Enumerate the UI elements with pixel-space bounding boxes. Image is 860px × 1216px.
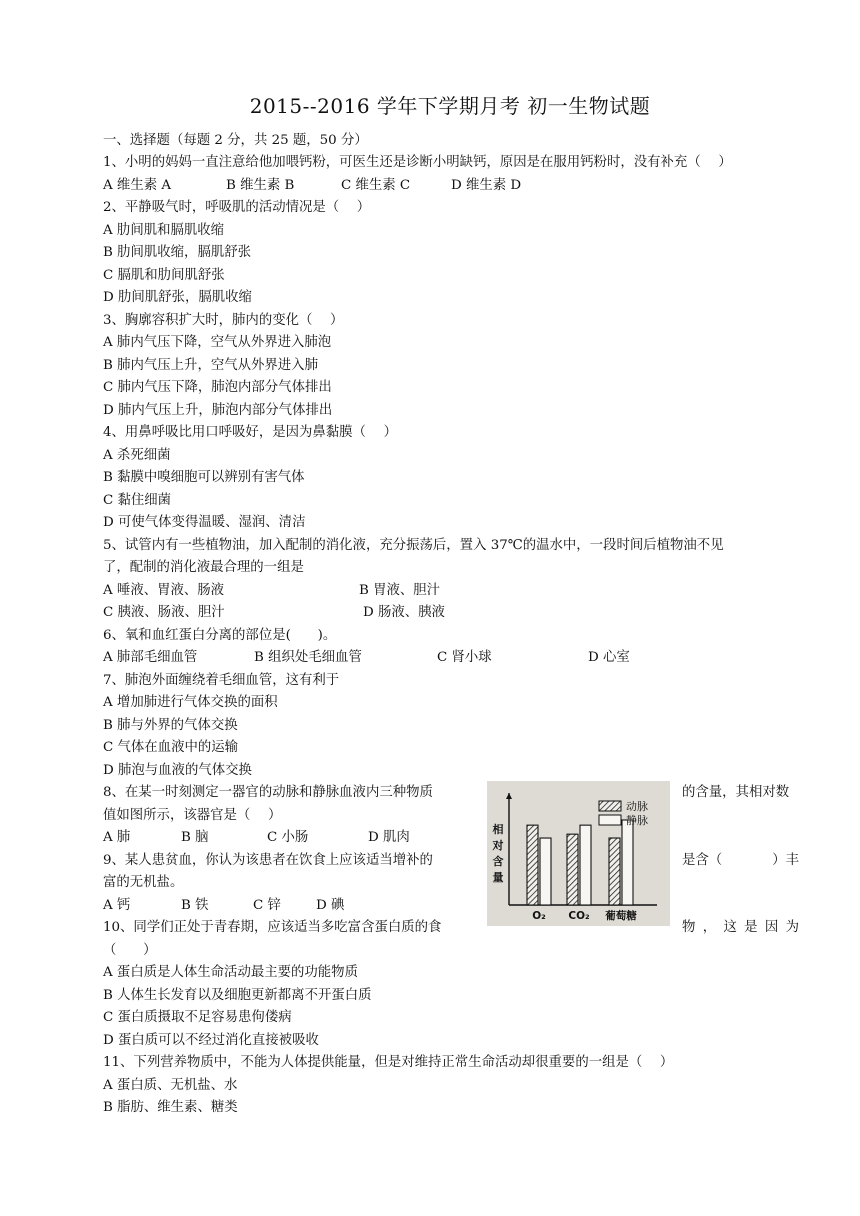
page-title: 2015--2016 学年下学期月考 初一生物试题	[249, 94, 651, 118]
option-c: C 锌	[253, 898, 281, 913]
question-2-option-d: D 肋间肌舒张，膈肌收缩	[103, 290, 252, 305]
legend-label: 静脉	[626, 814, 648, 827]
question-1-options	[103, 177, 521, 195]
option-d: D 心室	[588, 650, 630, 665]
section-heading: 一、选择题（每题 2 分，共 25 题，50 分）	[103, 133, 368, 148]
y-axis-label: 含	[492, 855, 504, 868]
bar-静脉-0	[540, 838, 551, 905]
question-3-stem: 3、胸廓容积扩大时，肺内的变化（ ）	[103, 313, 344, 328]
question-10-stem-line-2: （ ）	[103, 943, 157, 958]
option-a: A 唾液、胃液、肠液	[103, 583, 225, 598]
question-10-stem-line-1a: 10、同学们正处于青春期，应该适当多吃富含蛋白质的食	[103, 920, 442, 935]
question-5-stem-line-1: 5、试管内有一些植物油，加入配制的消化液，充分振荡后，置入 37℃的温水中，一段时间后植物油不见	[103, 538, 724, 553]
question-6-options	[103, 649, 630, 667]
x-tick-label: 葡萄糖	[605, 910, 637, 922]
question-2-option-b: B 肋间肌收缩，膈肌舒张	[103, 245, 252, 260]
question-6-stem: 6、氧和血红蛋白分离的部位是( )。	[103, 628, 337, 643]
bar-静脉-2	[622, 820, 633, 905]
stem-fragment: ）丰	[772, 853, 799, 868]
option-d: D 肌肉	[368, 830, 410, 845]
question-11-stem: 11、下列营养物质中，不能为人体提供能量，但是对维持正常生命活动却很重要的一组是（ ）	[103, 1055, 674, 1070]
option-b: B 组织处毛细血管	[254, 650, 362, 665]
question-4-option-d: D 可使气体变得温暖、湿润、清洁	[103, 515, 306, 530]
question-11-option-a: A 蛋白质、无机盐、水	[103, 1078, 238, 1093]
question-3-option-a: A 肺内气压下降，空气从外界进入肺泡	[103, 335, 332, 350]
x-tick-label: O₂	[532, 910, 546, 922]
question-9-options	[103, 897, 344, 915]
question-3-option-c: C 肺内气压下降，肺泡内部分气体排出	[103, 380, 332, 395]
x-tick-label: CO₂	[568, 910, 590, 922]
question-9-stem-line-1b	[682, 852, 799, 870]
question-2-option-a: A 肋间肌和膈肌收缩	[103, 223, 225, 238]
bar-动脉-1	[567, 834, 578, 905]
y-axis-label: 对	[492, 839, 504, 852]
legend-swatch-动脉	[599, 801, 621, 811]
option-c: C 肾小球	[437, 650, 492, 665]
legend-label: 动脉	[626, 800, 648, 813]
question-4-option-b: B 黏膜中嗅细胞可以辨别有害气体	[103, 470, 305, 485]
option-b: B 维生素 B	[226, 178, 295, 193]
question-7-option-b: B 肺与外界的气体交换	[103, 718, 238, 733]
stem-fragment: 物	[682, 920, 696, 935]
legend-swatch-静脉	[599, 815, 621, 825]
stem-fragment: 是含（	[682, 853, 723, 868]
stem-fragment: 为	[785, 920, 799, 935]
option-a: A 钙	[103, 898, 131, 913]
question-4-option-c: C 黏住细菌	[103, 493, 172, 508]
question-3-option-d: D 肺内气压上升，肺泡内部分气体排出	[103, 403, 333, 418]
question-5-stem-line-2: 了，配制的消化液最合理的一组是	[103, 560, 304, 575]
question-8-options	[103, 829, 410, 847]
question-4-option-a: A 杀死细菌	[103, 448, 171, 463]
question-2-option-c: C 膈肌和肋间肌舒张	[103, 268, 225, 283]
option-c: C 胰液、肠液、胆汁	[103, 605, 225, 620]
question-10-stem-line-1b	[682, 919, 799, 937]
stem-fragment: 是	[744, 920, 758, 935]
option-a: A 维生素 A	[103, 178, 172, 193]
bar-动脉-2	[609, 838, 620, 905]
option-d: D 肠液、胰液	[363, 605, 445, 620]
question-10-option-c: C 蛋白质摄取不足容易患佝偻病	[103, 1010, 292, 1025]
question-9-stem-line-1a: 9、某人患贫血，你认为该患者在饮食上应该适当增补的	[103, 853, 433, 868]
question-10-option-a: A 蛋白质是人体生命活动最主要的功能物质	[103, 965, 358, 980]
stem-fragment: 因	[764, 920, 779, 935]
question-4-stem: 4、用鼻呼吸比用口呼吸好，是因为鼻黏膜（ ）	[103, 425, 397, 440]
question-1-stem: 1、小明的妈妈一直注意给他加喂钙粉，可医生还是诊断小明缺钙，原因是在服用钙粉时，没有补充（ ）	[103, 155, 732, 170]
question-7-stem: 7、肺泡外面缠绕着毛细血管，这有利于	[103, 673, 340, 688]
option-d: D 维生素 D	[451, 178, 522, 193]
option-b: B 胃液、胆汁	[359, 583, 441, 598]
option-a: A 肺部毛细血管	[103, 650, 198, 665]
bar-动脉-0	[527, 825, 538, 905]
bar-chart-figure	[487, 781, 670, 926]
question-10-option-d: D 蛋白质可以不经过消化直接被吸收	[103, 1033, 319, 1048]
question-8-stem-line-2: 值如图所示，该器官是（ ）	[103, 808, 282, 823]
question-7-option-a: A 增加肺进行气体交换的面积	[103, 695, 278, 710]
question-3-option-b: B 肺内气压上升，空气从外界进入肺	[103, 358, 318, 373]
option-c: C 维生素 C	[341, 178, 411, 193]
y-axis-label: 相	[492, 823, 504, 836]
question-10-option-b: B 人体生长发育以及细胞更新都离不开蛋白质	[103, 988, 372, 1003]
question-2-stem: 2、平静吸气时，呼吸肌的活动情况是（ ）	[103, 200, 371, 215]
y-axis-label: 量	[492, 871, 504, 884]
y-axis-arrow	[506, 793, 512, 799]
stem-fragment: ，	[702, 920, 717, 935]
option-c: C 小肠	[267, 830, 309, 845]
question-11-option-b: B 脂肪、维生素、糖类	[103, 1100, 238, 1115]
question-5-options-row-1	[103, 582, 440, 600]
question-7-option-c: C 气体在血液中的运输	[103, 740, 239, 755]
question-8-stem-line-1a: 8、在某一时刻测定一器官的动脉和静脉血液内三种物质	[103, 785, 433, 800]
bar-静脉-1	[580, 825, 591, 905]
option-a: A 肺	[103, 830, 131, 845]
question-5-options-row-2	[103, 604, 445, 622]
stem-fragment: 这	[723, 920, 737, 935]
question-9-stem-line-2: 富的无机盐。	[103, 875, 184, 890]
bar-chart	[487, 781, 670, 926]
option-b: B 铁	[181, 898, 209, 913]
question-7-option-d: D 肺泡与血液的气体交换	[103, 763, 252, 778]
option-d: D 碘	[316, 898, 345, 913]
option-b: B 脑	[181, 830, 209, 845]
question-8-stem-line-1b: 的含量，其相对数	[682, 785, 790, 800]
